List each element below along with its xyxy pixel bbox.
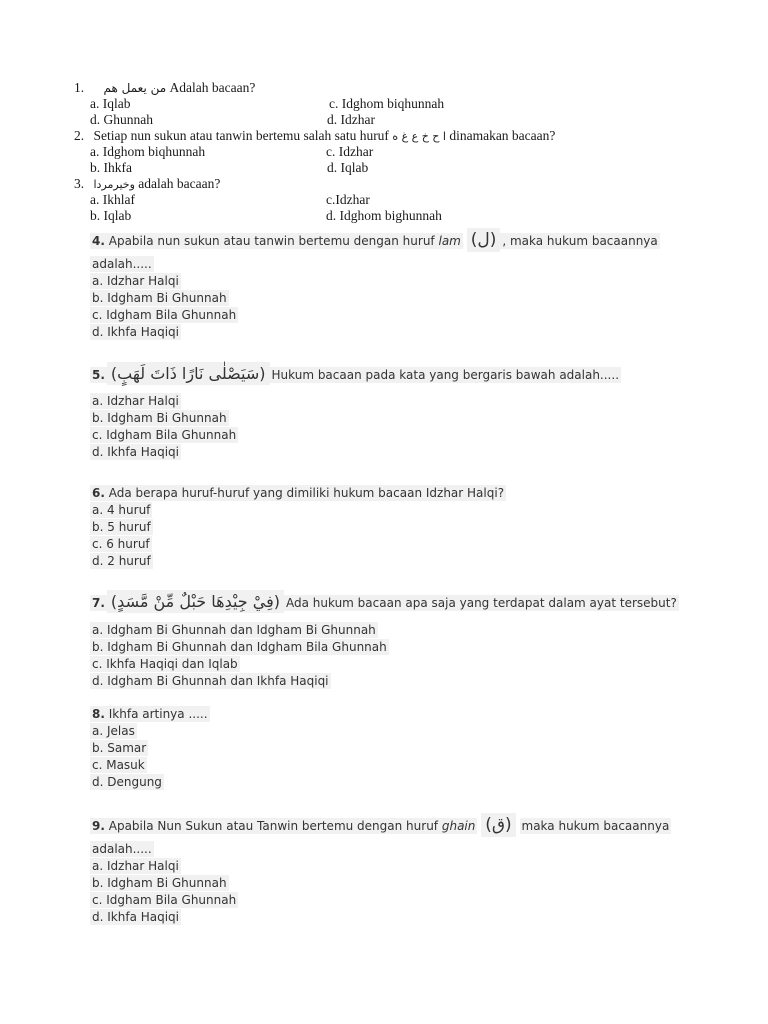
option-b: d. Ghunnah	[90, 112, 153, 127]
option-a: a. Idzhar Halqi	[92, 394, 179, 408]
option-c: c. 6 huruf	[92, 537, 150, 551]
option-d: d. Idzhar	[327, 112, 375, 127]
question-text: Hukum bacaan pada kata yang bergaris bawah adalah.....	[271, 368, 620, 382]
option-c: c. Idgham Bila Ghunnah	[92, 428, 237, 442]
arabic-verse: (سَيَصْلٰى نَارًا ذَاتَ لَهَبٍ)	[107, 362, 270, 385]
option-c: c. Idghom biqhunnah	[329, 96, 445, 111]
arabic-letter: (ق)	[481, 813, 515, 837]
option-a: a. Idgham Bi Ghunnah dan Idgham Bi Ghunnah	[92, 623, 376, 637]
arabic-letter: (ل)	[467, 228, 501, 252]
option-c: c. Idgham Bila Ghunnah	[92, 308, 237, 322]
option-c: c. Ikhfa Haqiqi dan Iqlab	[92, 657, 238, 671]
question-number: 9.	[92, 819, 105, 833]
arabic-letters: ا ح خ ع غ ه	[392, 130, 446, 143]
option-c: c. Masuk	[92, 758, 145, 772]
option-d: d. Idghom bighunnah	[326, 208, 442, 223]
question-text: Ada berapa huruf-huruf yang dimiliki hukum bacaan Idzhar Halqi?	[108, 486, 505, 500]
option-c: c. Idzhar	[326, 144, 374, 159]
option-b: b. Idgham Bi Ghunnah	[92, 411, 227, 425]
question-number: 1.	[74, 80, 85, 95]
question-number: 2.	[74, 128, 85, 143]
question-9	[90, 813, 671, 837]
question-number: 3.	[74, 176, 85, 191]
option-a: a. Idzhar Halqi	[92, 274, 179, 288]
option-d: d. Ikhfa Haqiqi	[92, 325, 180, 339]
question-text: Ikhfa artinya .....	[108, 707, 208, 721]
question-text-end: , maka hukum bacaannya	[502, 234, 658, 248]
italic-term: ghain	[441, 819, 476, 833]
question-text: Apabila Nun Sukun atau Tanwin bertemu dengan huruf	[108, 819, 439, 833]
question-5	[90, 362, 621, 385]
option-b: b. Samar	[92, 741, 147, 755]
option-a: a. 4 huruf	[92, 503, 151, 517]
question-continuation: adalah.....	[92, 257, 152, 271]
arabic-text: وخيرمردا	[93, 178, 135, 191]
question-text-end: maka hukum bacaannya	[521, 819, 670, 833]
option-a: a. Ikhlaf	[90, 192, 135, 207]
option-c: c. Idgham Bila Ghunnah	[92, 893, 237, 907]
option-a: a. Idzhar Halqi	[92, 859, 179, 873]
question-3	[74, 176, 220, 192]
question-text: adalah bacaan?	[138, 176, 221, 191]
question-7	[90, 590, 679, 613]
question-2	[74, 128, 555, 144]
option-a: a. Idghom biqhunnah	[90, 144, 206, 159]
arabic-text: من يعمل هم	[103, 81, 167, 95]
option-c: c.Idzhar	[326, 192, 370, 207]
question-continuation: adalah.....	[92, 842, 152, 856]
question-1	[74, 80, 255, 96]
question-6	[90, 486, 506, 500]
option-b: b. Ihkfa	[90, 160, 132, 175]
italic-term: lam	[438, 234, 461, 248]
option-b: b. Idgham Bi Ghunnah dan Idgham Bila Ghunnah	[92, 640, 387, 654]
option-d: d. Ikhfa Haqiqi	[92, 910, 180, 924]
option-d: d. Ikhfa Haqiqi	[92, 445, 180, 459]
option-d: d. Idgham Bi Ghunnah dan Ikhfa Haqiqi	[92, 674, 329, 688]
question-number: 6.	[92, 486, 105, 500]
question-text: Apabila nun sukun atau tanwin bertemu dengan huruf	[108, 234, 435, 248]
option-b: b. Idgham Bi Ghunnah	[92, 291, 227, 305]
question-text: Setiap nun sukun atau tanwin bertemu salah satu huruf	[93, 128, 389, 143]
question-number: 8.	[92, 707, 105, 721]
option-b: b. 5 huruf	[92, 520, 151, 534]
question-text-end: dinamakan bacaan?	[449, 128, 556, 143]
option-d: d. Iqlab	[327, 160, 369, 175]
question-text: Adalah bacaan?	[169, 80, 256, 95]
option-d: d. 2 huruf	[92, 554, 151, 568]
question-text: Ada hukum bacaan apa saja yang terdapat dalam ayat tersebut?	[286, 596, 677, 610]
question-number: 7.	[92, 596, 105, 610]
arabic-verse: (فِيْ جِيْدِهَا حَبْلٌ مِّنْ مَّسَدٍ)	[107, 590, 284, 613]
option-d: d. Dengung	[92, 775, 162, 789]
option-a: a. Iqlab	[90, 96, 131, 111]
question-number: 5.	[92, 368, 105, 382]
question-8	[90, 707, 210, 721]
question-number: 4.	[92, 234, 105, 248]
option-b: b. Idgham Bi Ghunnah	[92, 876, 227, 890]
option-a: a. Jelas	[92, 724, 135, 738]
option-b: b. Iqlab	[90, 208, 132, 223]
question-4	[90, 228, 660, 252]
